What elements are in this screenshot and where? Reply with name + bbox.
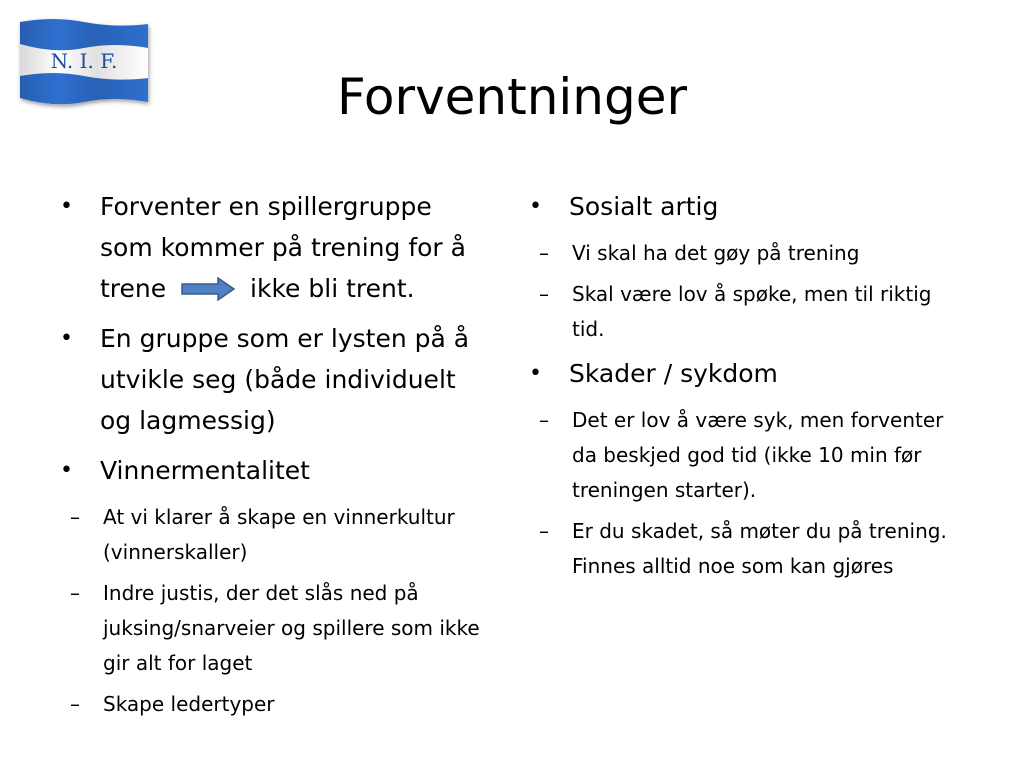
bullet-text: Skader / sykdom	[569, 359, 778, 388]
dash-icon: –	[70, 505, 80, 529]
bullet-icon: •	[60, 194, 73, 219]
dash-icon: –	[70, 581, 80, 605]
list-item	[58, 450, 488, 491]
bullet-icon: •	[529, 194, 542, 219]
bullet-text: Vinnermentalitet	[100, 456, 310, 485]
right-bullet-list-2	[527, 353, 967, 394]
bullet-icon: •	[529, 361, 542, 386]
sub-bullet-text: Vi skal ha det gøy på trening	[572, 241, 860, 265]
sub-list-item	[527, 514, 967, 584]
bullet-text: Sosialt artig	[569, 192, 719, 221]
bullet-text: Forventer en spillergruppe som kommer på trening for å trene	[100, 192, 466, 303]
dash-icon: –	[539, 282, 549, 306]
left-bullet-list	[58, 186, 488, 491]
sub-bullet-text: At vi klarer å skape en vinnerkultur (vinnerskaller)	[103, 505, 455, 564]
left-column	[58, 186, 488, 728]
dash-icon: –	[539, 241, 549, 265]
list-item	[527, 353, 967, 394]
sub-list-item	[527, 277, 967, 347]
sub-bullet-text: Skape ledertyper	[103, 692, 275, 716]
bullet-icon: •	[60, 326, 73, 351]
sub-list-item	[58, 500, 488, 570]
dash-icon: –	[70, 692, 80, 716]
list-item	[58, 318, 488, 441]
right-sub-list-2	[527, 403, 967, 584]
bullet-text: En gruppe som er lysten på å utvikle seg (både individuelt og lagmessig)	[100, 324, 470, 435]
sub-list-item	[527, 403, 967, 508]
sub-bullet-text: Indre justis, der det slås ned på juksing/snarveier og spillere som ikke gir alt for laget	[103, 581, 480, 675]
bullet-text: ikke bli trent.	[250, 274, 415, 303]
dash-icon: –	[539, 408, 549, 432]
logo-text: N. I. F.	[50, 49, 118, 73]
left-sub-list	[58, 500, 488, 722]
sub-list-item	[58, 576, 488, 681]
right-column	[527, 186, 967, 590]
right-arrow-icon	[180, 277, 236, 301]
sub-list-item	[527, 236, 967, 271]
right-bullet-list-1	[527, 186, 967, 227]
slide-title: Forventninger	[336, 68, 688, 126]
right-sub-list-1	[527, 236, 967, 347]
list-item	[527, 186, 967, 227]
sub-bullet-text: Det er lov å være syk, men forventer da beskjed god tid (ikke 10 min før treningen starter).	[572, 408, 944, 502]
sub-bullet-text: Skal være lov å spøke, men til riktig tid.	[572, 282, 932, 341]
dash-icon: –	[539, 519, 549, 543]
sub-bullet-text: Er du skadet, så møter du på trening. Finnes alltid noe som kan gjøres	[572, 519, 947, 578]
list-item	[58, 186, 488, 309]
sub-list-item	[58, 687, 488, 722]
bullet-icon: •	[60, 458, 73, 483]
